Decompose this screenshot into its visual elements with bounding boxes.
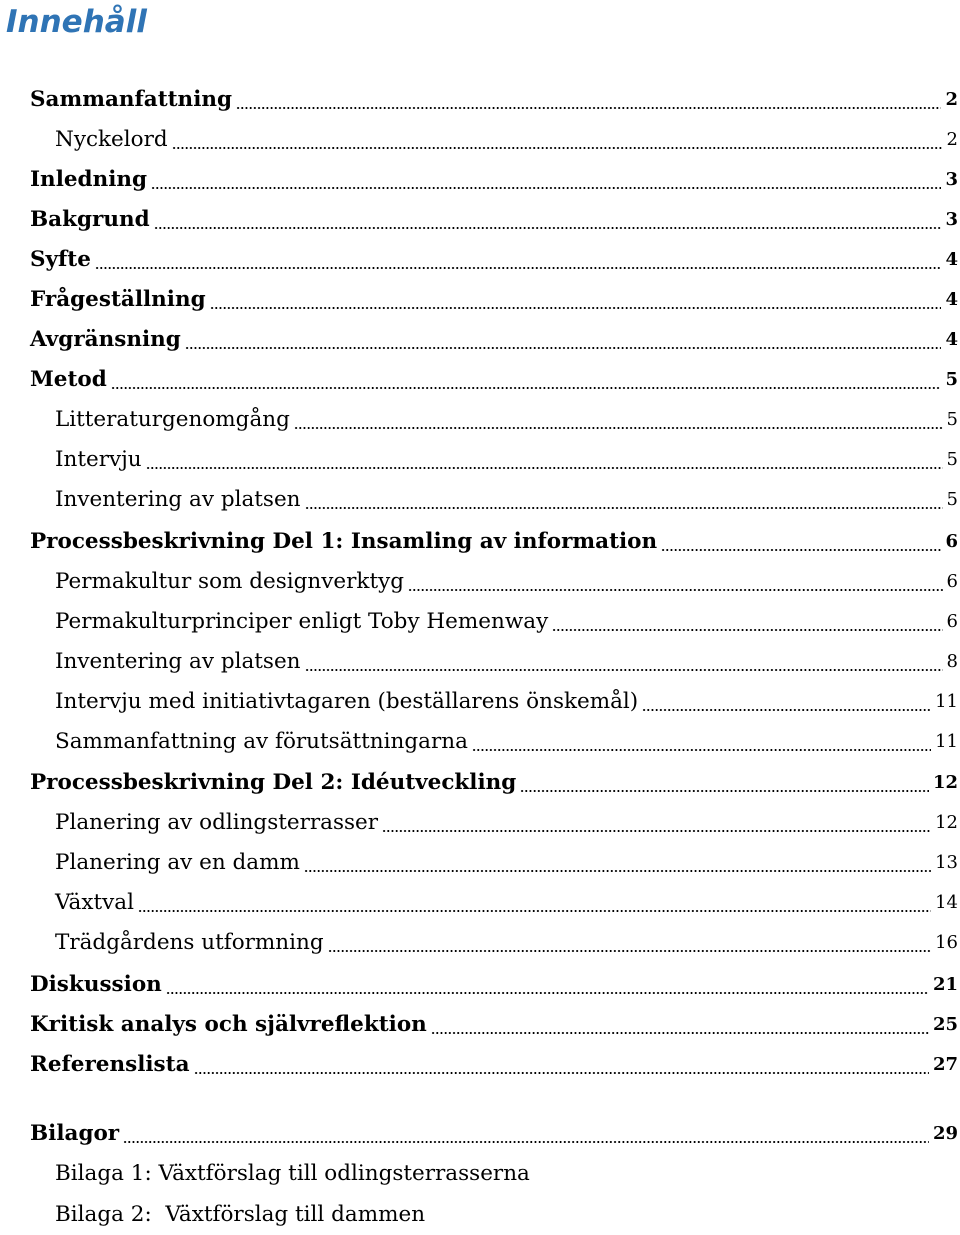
toc-entry-page: 5	[946, 409, 958, 430]
toc-entry[interactable]	[55, 480, 960, 520]
toc-entry-page: 12	[932, 772, 958, 793]
dot-leader	[305, 669, 943, 671]
toc-entry[interactable]	[55, 440, 960, 480]
toc-entry-page: 16	[935, 932, 958, 953]
toc-entry-title: Bakgrund	[30, 207, 150, 232]
toc-entry-page: 8	[946, 651, 958, 672]
dot-leader	[111, 387, 942, 389]
toc-entry-title: Processbeskrivning Del 1: Insamling av information	[30, 529, 658, 554]
toc-entry-title: Kritisk analys och självreflektion	[30, 1012, 427, 1037]
toc-entry-page: 25	[932, 1014, 958, 1035]
toc-entry-title: Sammanfattning av förutsättningarna	[55, 729, 468, 754]
dot-leader	[194, 1072, 929, 1074]
toc-entry[interactable]	[30, 1114, 960, 1154]
toc-entry-page: 3	[945, 169, 958, 190]
toc-entry-title: Inledning	[30, 167, 148, 192]
dot-leader	[304, 870, 931, 872]
dot-leader	[328, 950, 931, 952]
toc-entry[interactable]	[55, 400, 960, 440]
dot-leader	[172, 147, 943, 149]
toc-entry-page: 2	[945, 89, 958, 110]
toc-entry-page: 2	[946, 129, 958, 150]
dot-leader	[236, 107, 941, 109]
dot-leader	[431, 1032, 929, 1034]
toc-entry-title: Syfte	[30, 247, 91, 272]
dot-leader	[552, 629, 942, 631]
toc-entry-page: 6	[945, 531, 958, 552]
toc-entry-page: 5	[946, 489, 958, 510]
dot-leader	[185, 347, 942, 349]
dot-leader	[166, 992, 929, 994]
dot-leader	[520, 790, 929, 792]
toc-entry-page: 14	[935, 892, 958, 913]
toc-entry-title: Diskussion	[30, 972, 162, 997]
toc-entry-page: 29	[932, 1123, 958, 1144]
dot-leader	[642, 709, 931, 711]
toc-entry-page: 3	[945, 209, 958, 230]
toc-entry-page: 5	[945, 369, 958, 390]
toc-entry-page: 5	[946, 449, 958, 470]
dot-leader	[95, 267, 942, 269]
dot-leader	[382, 830, 931, 832]
toc-entry-page: 4	[945, 249, 958, 270]
toc-entry[interactable]	[55, 722, 960, 762]
toc-entry-page: 4	[945, 289, 958, 310]
toc-entry-title: Inventering av platsen	[55, 487, 301, 512]
toc-entry-page: 21	[932, 974, 958, 995]
toc-entry-title: Planering av en damm	[55, 850, 300, 875]
dot-leader	[472, 749, 931, 751]
toc-entry[interactable]	[30, 160, 960, 200]
toc-entry-title: Bilagor	[30, 1121, 120, 1146]
dot-leader	[294, 427, 943, 429]
dot-leader	[408, 589, 943, 591]
toc-entry-title: Trädgårdens utformning	[55, 930, 324, 955]
toc-entry[interactable]	[30, 965, 960, 1005]
toc-entry-page: 13	[935, 852, 958, 873]
toc-entry[interactable]	[30, 763, 960, 803]
toc-entry[interactable]	[55, 120, 960, 160]
toc-entry-title: Intervju	[55, 447, 142, 472]
toc-entry-title: Intervju med initiativtagaren (beställarens önskemål)	[55, 689, 639, 714]
dot-leader	[123, 1141, 929, 1143]
toc-entry-title: Processbeskrivning Del 2: Idéutveckling	[30, 770, 517, 795]
appendix-item: Bilaga 1: Växtförslag till odlingsterrasserna	[55, 1161, 530, 1186]
toc-entry[interactable]	[55, 642, 960, 682]
toc-entry-title: Sammanfattning	[30, 87, 233, 112]
toc-entry[interactable]	[30, 522, 960, 562]
toc-entry-title: Nyckelord	[55, 127, 168, 152]
toc-entry[interactable]	[55, 803, 960, 843]
toc-entry[interactable]	[55, 843, 960, 883]
dot-leader	[154, 227, 942, 229]
toc-entry-title: Metod	[30, 367, 107, 392]
toc-entry-page: 6	[946, 571, 958, 592]
dot-leader	[210, 307, 942, 309]
page-title: Innehåll	[6, 4, 147, 40]
toc-entry[interactable]	[30, 280, 960, 320]
toc-entry-page: 27	[932, 1054, 958, 1075]
toc-entry[interactable]	[30, 200, 960, 240]
toc-entry-title: Permakultur som designverktyg	[55, 569, 404, 594]
dot-leader	[138, 910, 931, 912]
dot-leader	[146, 467, 943, 469]
toc-entry-page: 11	[935, 691, 958, 712]
toc-entry[interactable]	[30, 360, 960, 400]
toc-entry[interactable]	[30, 1005, 960, 1045]
dot-leader	[305, 507, 943, 509]
toc-entry-title: Litteraturgenomgång	[55, 407, 290, 432]
toc-entry-title: Planering av odlingsterrasser	[55, 810, 379, 835]
toc-entry[interactable]	[30, 80, 960, 120]
toc-entry[interactable]	[55, 602, 960, 642]
dot-leader	[661, 549, 941, 551]
toc-entry[interactable]	[30, 320, 960, 360]
toc-entry-title: Referenslista	[30, 1052, 190, 1077]
toc-entry[interactable]	[30, 240, 960, 280]
toc-entry-title: Avgränsning	[30, 327, 181, 352]
toc-entry-page: 11	[935, 731, 958, 752]
toc-entry-title: Inventering av platsen	[55, 649, 301, 674]
dot-leader	[151, 187, 941, 189]
toc-entry-page: 4	[945, 329, 958, 350]
toc-entry-title: Frågeställning	[30, 287, 206, 312]
toc-entry[interactable]	[55, 562, 960, 602]
appendix-item: Bilaga 2: Växtförslag till dammen	[55, 1202, 426, 1227]
toc-entry-page: 6	[946, 611, 958, 632]
toc-entry[interactable]	[55, 923, 960, 963]
toc-entry-page: 12	[935, 812, 958, 833]
toc-entry-title: Permakulturprinciper enligt Toby Hemenway	[55, 609, 549, 634]
toc-entry[interactable]	[30, 1045, 960, 1085]
toc-entry[interactable]	[55, 883, 960, 923]
toc-entry-title: Växtval	[55, 890, 134, 915]
toc-entry[interactable]	[55, 682, 960, 722]
